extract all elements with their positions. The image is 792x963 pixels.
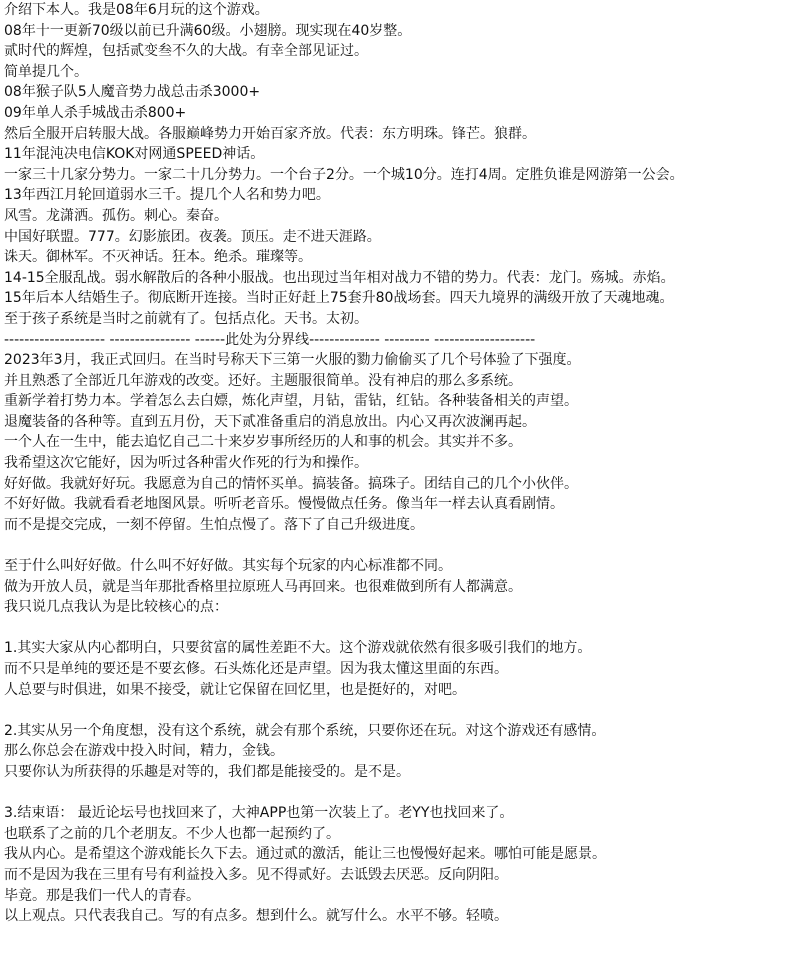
text-line: 08年猴子队5人魔音势力战总击杀3000+ [4,84,261,101]
blank-line [4,618,790,639]
text-line: 而不是提交完成，一刻不停留。生怕点慢了。落下了自己升级进度。 [4,516,424,533]
text-line: 11年混沌决电信KOK对网通SPEED神话。 [4,146,265,163]
text-line: 做为开放人员，就是当年那批香格里拉原班人马再回来。也很难做到所有人都满意。 [4,578,522,595]
text-line: 2023年3月，我正式回归。在当时号称天下三第一火服的勠力偷偷买了几个号体验了下强度。 [4,352,581,369]
text-line: 至于什么叫好好做。什么叫不好好做。其实每个玩家的内心标准都不同。 [4,558,452,575]
text-line: 09年单人杀手城战击杀800+ [4,104,187,121]
text-line: 风雪。龙潇洒。孤伤。刺心。秦奋。 [4,207,228,224]
post-body [4,0,790,927]
text-line: 一个人在一生中，能去追忆自己二十来岁岁事所经历的人和事的机会。其实并不多。 [4,434,522,451]
text-line: 中国好联盟。777。幻影旅团。夜袭。顶压。走不进天涯路。 [4,228,381,245]
text-line: 并且熟悉了全部近几年游戏的改变。还好。主题服很简单。没有神启的那么多系统。 [4,372,522,389]
text-line: 08年十一更新70级以前已升满60级。小翅膀。现实现在40岁整。 [4,22,412,39]
text-line: 14-15全服乱战。弱水解散后的各种小服战。也出现过当年相对战力不错的势力。代表：龙门。殇城。赤焰。 [4,269,675,286]
text-line: 15年后本人结婚生子。彻底断开连接。当时正好赶上75套升80战场套。四天九境界的满级开放了天魂地魂。 [4,290,674,307]
text-line: 好好做。我就好好玩。我愿意为自己的情怀买单。搞装备。搞珠子。团结自己的几个小伙伴。 [4,475,578,492]
text-line: 一家三十几家分势力。一家二十几分势力。一个台子2分。一个城10分。连打4周。定胜负谁是网游第一公会。 [4,166,684,183]
blank-line [4,700,790,721]
text-line: 那么你总会在游戏中投入时间，精力，金钱。 [4,743,284,760]
text-line: 不好好做。我就看看老地图风景。听听老音乐。慢慢做点任务。像当年一样去认真看剧情。 [4,496,564,513]
text-line: 人总要与时俱进，如果不接受，就让它保留在回忆里，也是挺好的，对吧。 [4,681,466,698]
blank-line [4,535,790,556]
text-line: 我只说几点我认为是比较核心的点： [4,599,228,616]
text-line: 重新学着打势力本。学着怎么去白嫖，炼化声望，月钻，雷钻，红钻。各种装备相关的声望。 [4,393,578,410]
text-line: -------------------- ---------------- ------此处为分界线-------------- --------- -------------------- [4,331,536,348]
text-line: 退魔装备的各种等。直到五月份，天下贰准备重启的消息放出。内心又再次波澜再起。 [4,413,536,430]
text-line: 也联系了之前的几个老朋友。不少人也都一起预约了。 [4,825,340,842]
text-line: 3.结束语： 最近论坛号也找回来了，大神APP也第一次装上了。老YY也找回来了。 [4,805,514,822]
text-line: 诛天。御林军。不灭神话。狂本。绝杀。璀璨等。 [4,249,312,266]
blank-line [4,783,790,804]
text-line: 介绍下本人。我是08年6月玩的这个游戏。 [4,2,269,18]
text-line: 毕竟。那是我们一代人的青春。 [4,887,200,904]
text-line: 13年西江月轮回道弱水三千。提几个人名和势力吧。 [4,187,330,204]
text-line: 然后全服开启转服大战。各服巅峰势力开始百家齐放。代表：东方明珠。锋芒。狼群。 [4,125,536,142]
text-line: 我希望这次它能好，因为听过各种雷火作死的行为和操作。 [4,455,368,472]
text-line: 至于孩子系统是当时之前就有了。包括点化。天书。太初。 [4,310,368,327]
text-line: 只要你认为所获得的乐趣是对等的，我们都是能接受的。是不是。 [4,763,410,780]
text-line: 而不只是单纯的要还是不要玄修。石头炼化还是声望。因为我太懂这里面的东西。 [4,661,508,677]
text-line: 以上观点。只代表我自己。写的有点多。想到什么。就写什么。水平不够。轻喷。 [4,908,508,925]
text-line: 1.其实大家从内心都明白，只要贫富的属性差距不大。这个游戏就依然有很多吸引我们的地方。 [4,640,592,657]
text-line: 贰时代的辉煌，包括贰变叁不久的大战。有幸全部见证过。 [4,43,368,60]
text-line: 简单提几个。 [4,63,88,80]
text-line: 而不是因为我在三里有号有利益投入多。见不得贰好。去诋毁去厌恶。反向阴阳。 [4,866,508,883]
text-line: 我从内心。是希望这个游戏能长久下去。通过贰的激活，能让三也慢慢好起来。哪怕可能是愿景。 [4,846,606,863]
text-line: 2.其实从另一个角度想，没有这个系统，就会有那个系统，只要你还在玩。对这个游戏还有感情。 [4,722,606,739]
